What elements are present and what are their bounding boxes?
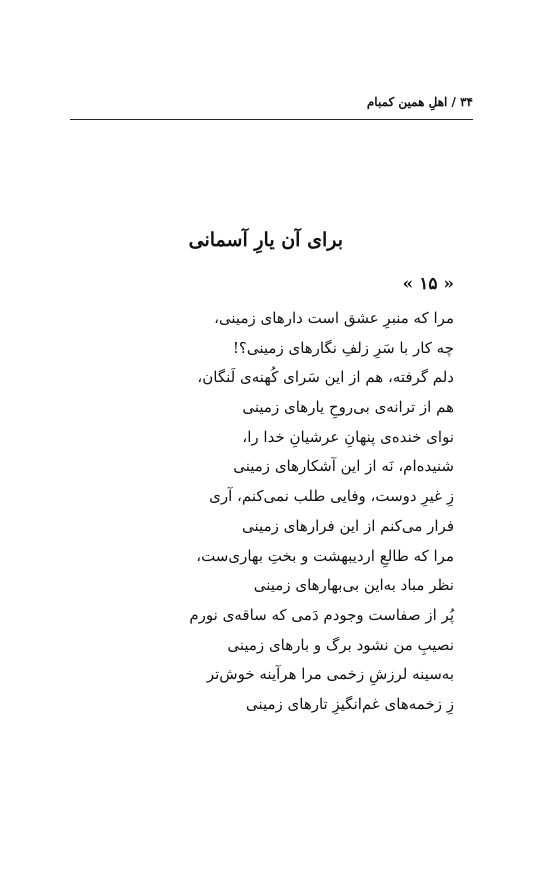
poem-line: فرار می‌کنم از این فرارهای زمینی: [242, 516, 454, 535]
poem-line: پُر از صفاست وجودم دَمی که ساقه‌ی نورم: [189, 605, 454, 624]
poem-number: « ۱۵ »: [402, 274, 454, 294]
poem-line: شنیده‌ام، نَه از این آشکارهای زمینی: [233, 457, 454, 476]
poem-title: برای آن یارِ آسمانی: [188, 229, 343, 251]
poem-line: مرا که طالعِ اردیبهشت و بختِ بهاری‌ست،: [196, 546, 454, 565]
poem-line: نصیبِ من نشود برگ و بارهای زمینی: [227, 635, 454, 654]
running-header: ۳۴ / اهلِ همین کمبام: [366, 95, 473, 109]
poem-line: دلم گرفته، هم از این سَرای کُهنه‌ی لَنگان،: [197, 368, 454, 387]
poem-line: زِ غیرِ دوست، وفایی طلب نمی‌کنم، آری: [209, 487, 454, 506]
poem-line: نظر مباد به‌این بی‌بهارهای زمینی: [253, 576, 454, 595]
poem-line: زِ زخمه‌های غم‌انگیزِ تارهای زمینی: [245, 694, 454, 713]
poem-line: نوای خنده‌ی پنهانِ عرشیانِ خدا را،: [242, 427, 454, 446]
header-divider: [70, 119, 473, 120]
poem-line: مرا که منبرِ عشق است دارهای زمینی،: [214, 309, 454, 327]
poem-line: چه کار با سَرِ زلفِ نگارهای زمینی؟!: [232, 338, 454, 357]
poem-line: هم از ترانه‌ی بی‌روحِ یارهای زمینی: [242, 398, 454, 417]
poem-body: [40, 304, 454, 720]
poem-line: به‌سینه لرزشِ زخمی مرا هرآینه خوش‌تر: [206, 665, 454, 684]
